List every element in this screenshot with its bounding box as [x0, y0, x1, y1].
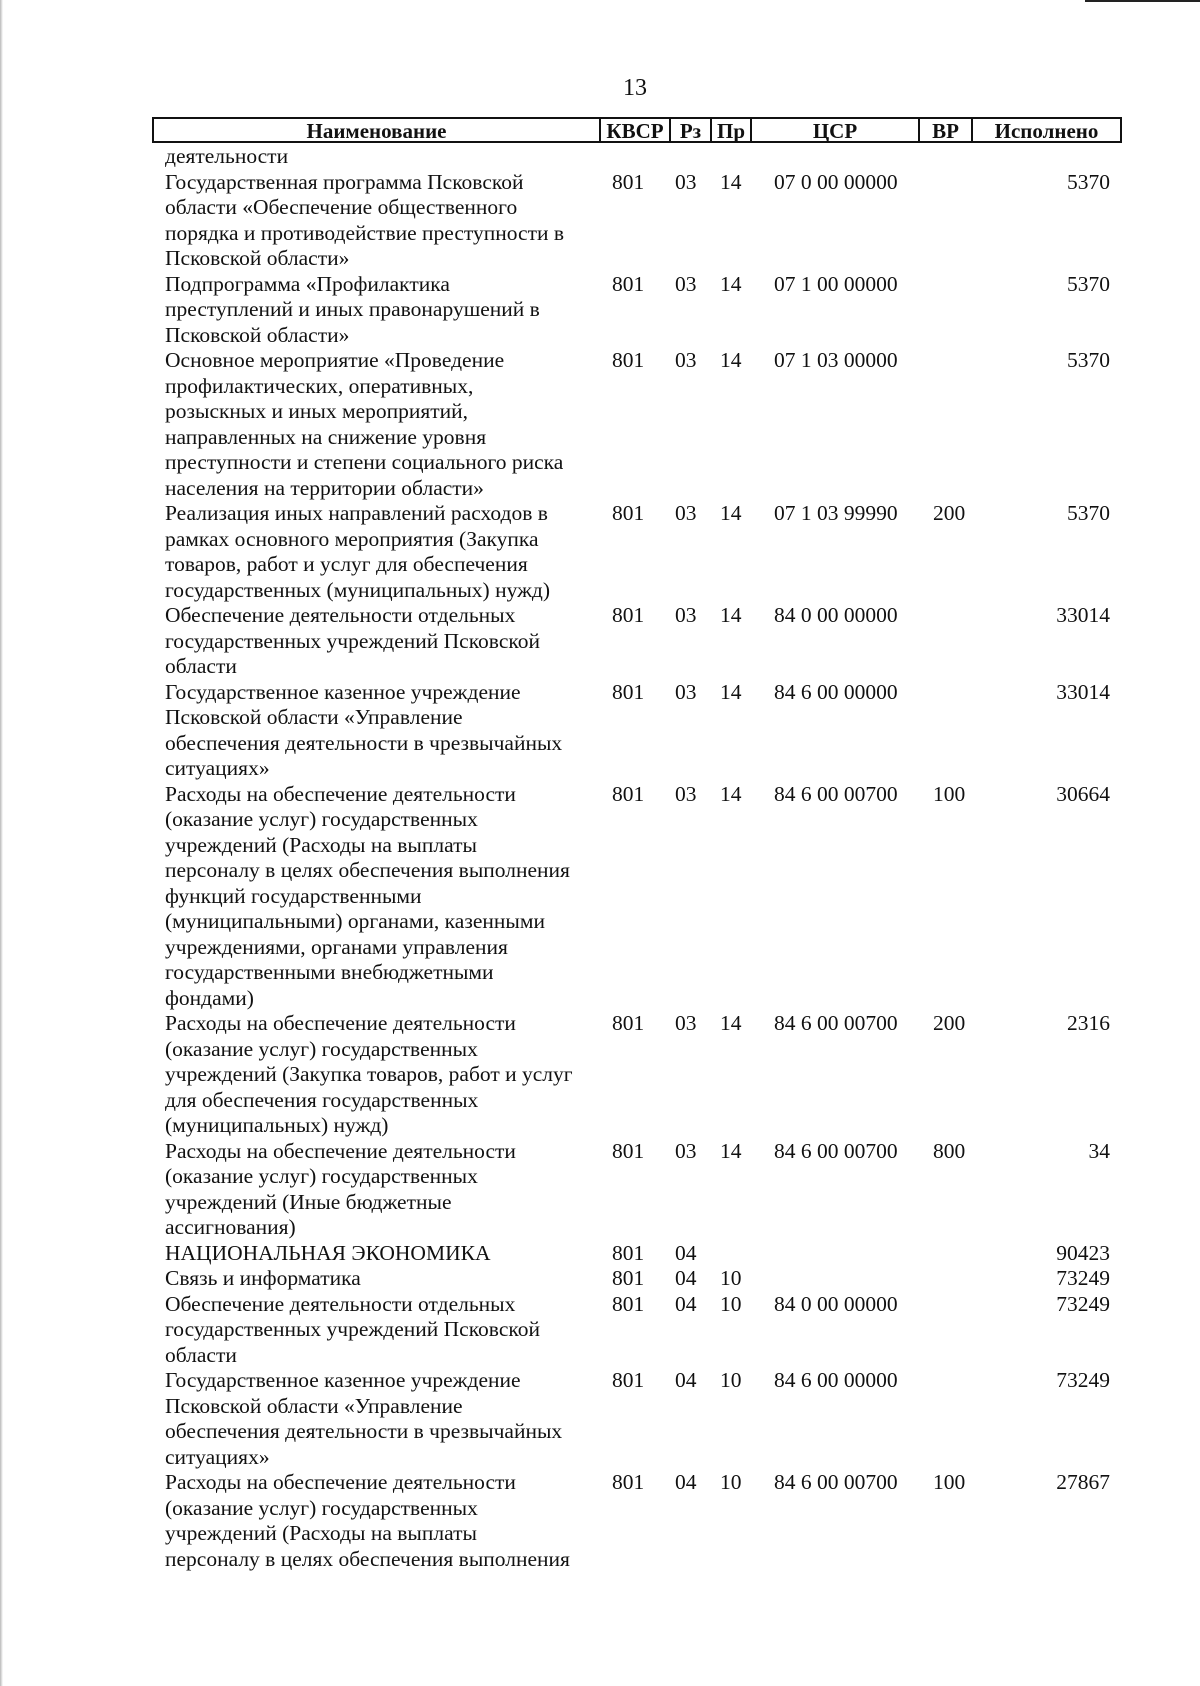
cell-rz: 03 — [675, 603, 697, 627]
cell-rz: 03 — [675, 1011, 697, 1035]
cell-ispolneno: 33014 — [1056, 679, 1110, 704]
cell-name: Связь и информатика — [165, 1266, 361, 1290]
cell-ispolneno: 5370 — [1067, 501, 1110, 525]
cell-kvsr: 801 — [612, 603, 645, 627]
cell-name: Государственное казенное учреждение Псковской области «Управление обеспечения деятельности в чрезвычайных ситуациях» — [165, 679, 563, 780]
cell-rz: 04 — [675, 1266, 697, 1290]
cell-kvsr: 801 — [612, 501, 645, 525]
cell-ispolneno: 5370 — [1067, 169, 1110, 194]
cell-name: Подпрограмма «Профилактика преступлений и иных правонарушений в Псковской области» — [165, 271, 540, 347]
cell-ispolneno: 27867 — [1056, 1470, 1110, 1494]
cell-name: Государственное казенное учреждение Псковской области «Управление обеспечения деятельности в чрезвычайных ситуациях» — [165, 1368, 563, 1469]
cell-pr: 14 — [720, 501, 742, 525]
cell-rz: 03 — [675, 679, 697, 704]
header-csr: ЦСР — [750, 119, 918, 141]
cell-ispolneno: 5370 — [1067, 271, 1110, 296]
cell-kvsr: 801 — [612, 781, 645, 806]
cell-csr: 84 0 00 00000 — [774, 603, 898, 627]
cell-csr: 84 6 00 00700 — [774, 781, 898, 806]
cell-name: деятельности — [165, 144, 289, 168]
table-row — [0, 1266, 1200, 1292]
header-rz: Рз — [669, 119, 710, 141]
cell-ispolneno: 34 — [1088, 1138, 1110, 1163]
cell-pr: 14 — [720, 1011, 742, 1035]
table-row — [0, 1139, 1200, 1241]
header-pr: Пр — [710, 119, 750, 141]
cell-pr: 10 — [720, 1470, 742, 1494]
cell-kvsr: 801 — [612, 1291, 645, 1316]
cell-kvsr: 801 — [612, 1240, 645, 1265]
table-row — [0, 680, 1200, 782]
cell-rz: 04 — [675, 1470, 697, 1494]
cell-vr: 100 — [933, 1470, 966, 1494]
cell-kvsr: 801 — [612, 679, 645, 704]
table-header — [152, 117, 1122, 143]
table-row — [0, 272, 1200, 349]
cell-csr: 84 6 00 00000 — [774, 679, 898, 704]
cell-pr: 14 — [720, 679, 742, 704]
table-row — [0, 144, 1200, 170]
cell-vr: 100 — [933, 781, 966, 806]
table-row — [0, 1241, 1200, 1267]
cell-csr: 84 6 00 00700 — [774, 1470, 898, 1494]
cell-csr: 07 1 03 00000 — [774, 348, 898, 372]
cell-csr: 84 6 00 00700 — [774, 1011, 898, 1035]
cell-ispolneno: 5370 — [1067, 348, 1110, 372]
cell-csr: 84 6 00 00700 — [774, 1138, 898, 1163]
cell-name: Обеспечение деятельности отдельных государственных учреждений Псковской области — [165, 1291, 540, 1367]
cell-csr: 84 6 00 00000 — [774, 1368, 898, 1392]
table-row — [0, 782, 1200, 1012]
cell-kvsr: 801 — [612, 1470, 645, 1494]
cell-ispolneno: 73249 — [1056, 1266, 1110, 1290]
cell-vr: 800 — [933, 1138, 966, 1163]
cell-pr: 10 — [720, 1266, 742, 1290]
cell-rz: 03 — [675, 169, 697, 194]
cell-csr: 07 1 03 99990 — [774, 501, 898, 525]
cell-name: Расходы на обеспечение деятельности (оказание услуг) государственных учреждений (Иные бюджетные ассигнования) — [165, 1138, 516, 1239]
cell-name: НАЦИОНАЛЬНАЯ ЭКОНОМИКА — [165, 1240, 491, 1265]
cell-ispolneno: 90423 — [1056, 1240, 1110, 1265]
cell-ispolneno: 2316 — [1067, 1011, 1110, 1035]
cell-pr: 14 — [720, 348, 742, 372]
header-ispolneno: Исполнено — [971, 119, 1120, 141]
cell-pr: 14 — [720, 271, 742, 296]
cell-name: Обеспечение деятельности отдельных государственных учреждений Псковской области — [165, 603, 540, 678]
cell-ispolneno: 33014 — [1056, 603, 1110, 627]
cell-pr: 10 — [720, 1291, 742, 1316]
scan-artifact-line — [1085, 0, 1200, 2]
table-body — [0, 144, 1200, 1572]
cell-name: Государственная программа Псковской области «Обеспечение общественного порядка и противодействие преступности в Псковской области» — [165, 169, 565, 270]
header-name: Наименование — [306, 119, 447, 143]
cell-csr: 07 1 00 00000 — [774, 271, 898, 296]
cell-name: Расходы на обеспечение деятельности (оказание услуг) государственных учреждений (Закупка товаров, работ и услуг для обеспечения государственных (муниципальных) нужд) — [165, 1011, 573, 1137]
cell-ispolneno: 30664 — [1056, 781, 1110, 806]
cell-vr: 200 — [933, 501, 966, 525]
cell-name: Расходы на обеспечение деятельности (оказание услуг) государственных учреждений (Расходы на выплаты персоналу в целях обеспечения выполнения — [165, 1470, 570, 1571]
cell-kvsr: 801 — [612, 271, 645, 296]
cell-kvsr: 801 — [612, 1011, 645, 1035]
cell-csr: 84 0 00 00000 — [774, 1291, 898, 1316]
cell-ispolneno: 73249 — [1056, 1291, 1110, 1316]
cell-rz: 04 — [675, 1291, 697, 1316]
table-row — [0, 1368, 1200, 1470]
table-row — [0, 1470, 1200, 1572]
cell-kvsr: 801 — [612, 348, 645, 372]
header-kvsr: КВСР — [599, 119, 669, 141]
cell-pr: 14 — [720, 781, 742, 806]
cell-pr: 14 — [720, 1138, 742, 1163]
cell-name: Реализация иных направлений расходов в рамках основного мероприятия (Закупка товаров, работ и услуг для обеспечения государственных (муниципальных) нужд) — [165, 501, 551, 602]
cell-rz: 03 — [675, 781, 697, 806]
cell-csr: 07 0 00 00000 — [774, 169, 898, 194]
table-row — [0, 1292, 1200, 1369]
table-row — [0, 348, 1200, 501]
cell-pr: 10 — [720, 1368, 742, 1392]
cell-pr: 14 — [720, 169, 742, 194]
cell-rz: 03 — [675, 348, 697, 372]
table-row — [0, 501, 1200, 603]
cell-rz: 03 — [675, 501, 697, 525]
table-row — [0, 603, 1200, 680]
cell-name: Основное мероприятие «Проведение профилактических, оперативных, розыскных и иных мероприятий, направленных на снижение уровня преступности и степени социального риска населения на территории области» — [165, 348, 564, 500]
page-number: 13 — [623, 75, 647, 101]
cell-ispolneno: 73249 — [1056, 1368, 1110, 1392]
cell-rz: 03 — [675, 271, 697, 296]
cell-kvsr: 801 — [612, 1138, 645, 1163]
cell-kvsr: 801 — [612, 1368, 645, 1392]
cell-kvsr: 801 — [612, 169, 645, 194]
cell-rz: 03 — [675, 1138, 697, 1163]
cell-pr: 14 — [720, 603, 742, 627]
cell-vr: 200 — [933, 1011, 966, 1035]
cell-name: Расходы на обеспечение деятельности (оказание услуг) государственных учреждений (Расходы на выплаты персоналу в целях обеспечения выполнения функций государственными (муниципальными) органами, казенными учреждениями, органами управления государственными внебюджетными фондами) — [165, 781, 570, 1010]
cell-kvsr: 801 — [612, 1266, 645, 1290]
table-row — [0, 1011, 1200, 1139]
cell-rz: 04 — [675, 1368, 697, 1392]
header-vr: ВР — [918, 119, 971, 141]
cell-rz: 04 — [675, 1240, 697, 1265]
table-row — [0, 170, 1200, 272]
